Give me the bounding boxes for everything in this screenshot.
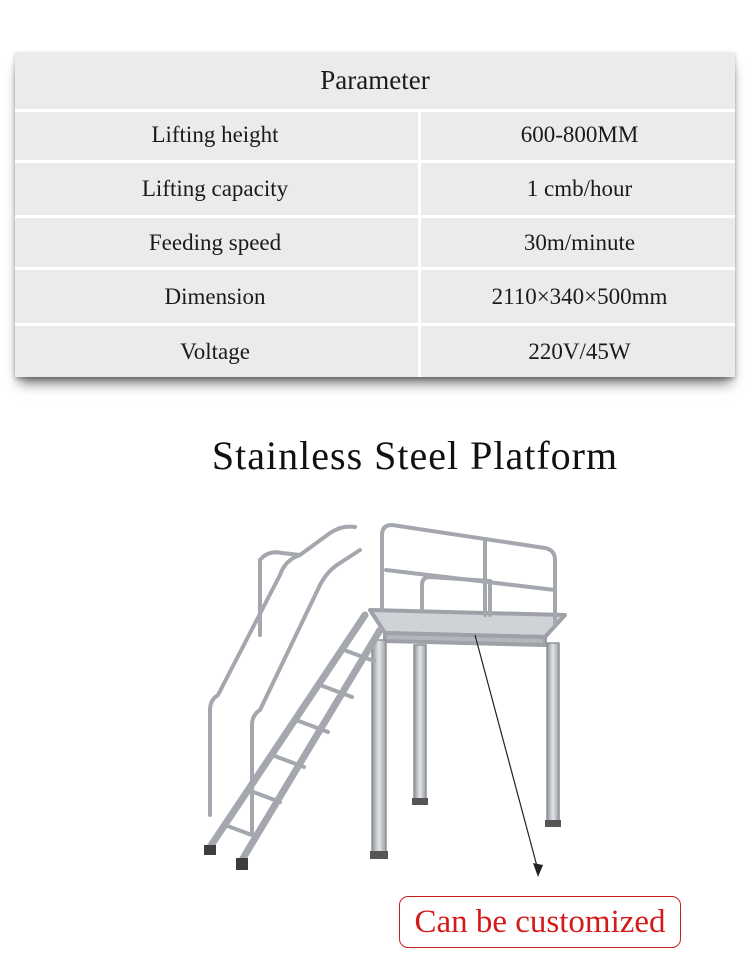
param-name: Lifting height bbox=[151, 121, 279, 147]
customization-callout: Can be customized bbox=[399, 896, 681, 948]
param-value: 30m/minute bbox=[418, 218, 738, 267]
param-value: 600-800MM bbox=[418, 109, 738, 160]
parameter-table bbox=[15, 52, 735, 377]
table-row bbox=[15, 270, 735, 326]
section-title: Stainless Steel Platform bbox=[211, 433, 619, 478]
parameter-table-header: Parameter bbox=[15, 52, 735, 112]
stainless-platform-image bbox=[190, 515, 590, 895]
table-row bbox=[15, 326, 735, 377]
param-value: 1 cmb/hour bbox=[418, 163, 738, 215]
param-value: 2110×340×500mm bbox=[418, 270, 738, 323]
table-row bbox=[15, 163, 735, 218]
param-name: Voltage bbox=[180, 338, 250, 364]
table-row bbox=[15, 218, 735, 270]
table-row bbox=[15, 109, 735, 163]
top-background bbox=[0, 0, 750, 60]
param-name: Dimension bbox=[164, 283, 266, 309]
param-name: Lifting capacity bbox=[141, 176, 289, 201]
param-value: 220V/45W bbox=[418, 326, 738, 377]
param-name: Feeding speed bbox=[148, 229, 282, 255]
